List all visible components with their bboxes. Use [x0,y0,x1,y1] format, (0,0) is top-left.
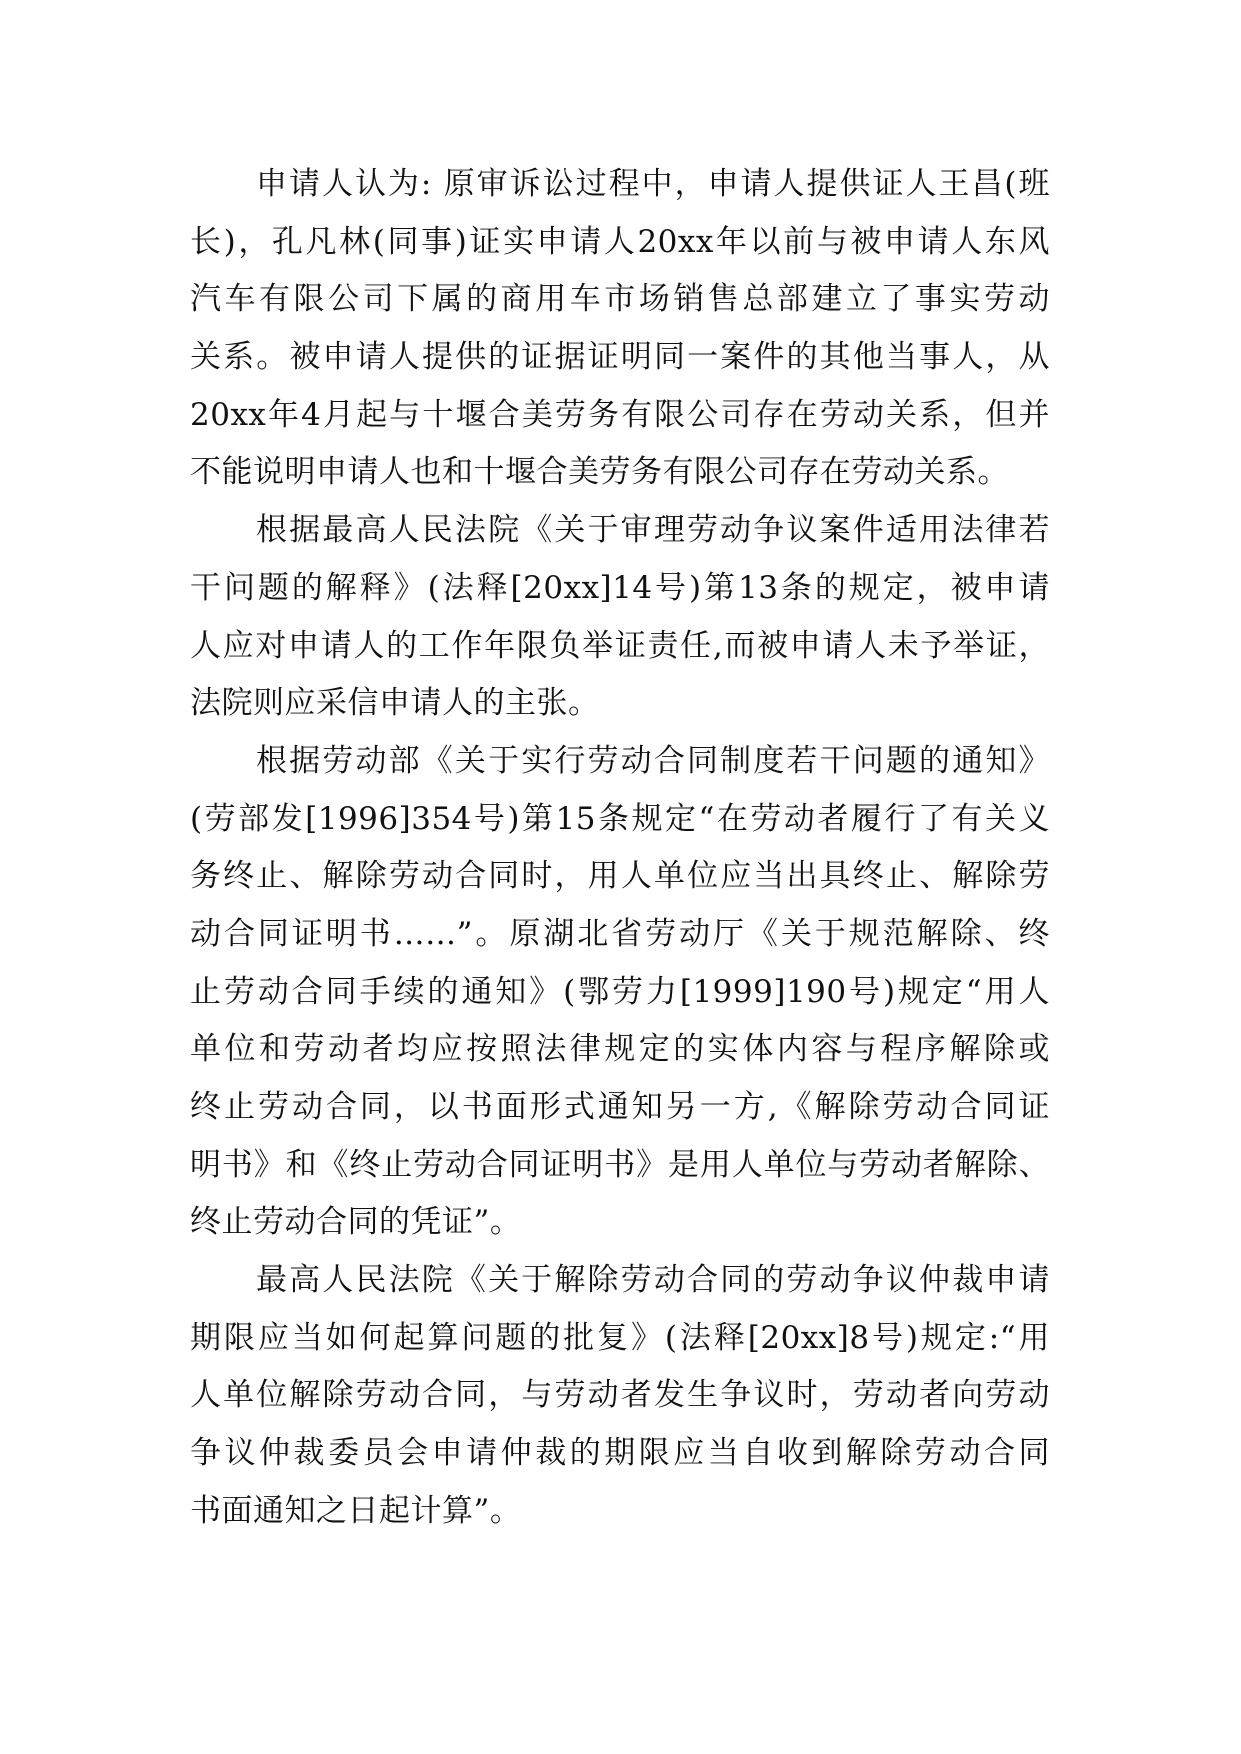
paragraph-line: 动合同证明书……”。原湖北省劳动厅《关于规范解除、终 [190,915,1050,952]
paragraph-arbitration-deadline [190,1252,1050,1540]
paragraph-line: 法院则应采信申请人的主张。 [190,685,600,722]
paragraph-line: 汽车有限公司下属的商用车市场销售总部建立了事实劳动 [190,281,1050,318]
paragraph-line: 人应对申请人的工作年限负举证责任,而被申请人未予举证， [190,627,1050,664]
paragraph-line: 根据最高人民法院《关于审理劳动争议案件适用法律若 [256,512,1050,549]
paragraph-line: 期限应当如何起算问题的批复》(法释[20xx]8号)规定:“用 [190,1319,1050,1356]
document-body [190,156,1050,1541]
paragraph-line: 申请人认为: 原审诉讼过程中，申请人提供证人王昌(班 [256,166,1050,202]
paragraph-line: 争议仲裁委员会申请仲裁的期限应当自收到解除劳动合同 [190,1435,1050,1472]
paragraph-line: 人单位解除劳动合同，与劳动者发生争议时，劳动者向劳动 [190,1377,1050,1414]
paragraph-line: 不能说明申请人也和十堰合美劳务有限公司存在劳动关系。 [190,454,1009,491]
paragraph-line: 终止劳动合同，以书面形式通知另一方,《解除劳动合同证 [190,1089,1050,1125]
paragraph-line: 书面通知之日起计算”。 [190,1492,522,1529]
paragraph-line: 务终止、解除劳动合同时，用人单位应当出具终止、解除劳 [190,858,1050,895]
paragraph-applicant-claim [190,156,1050,502]
paragraph-line: 长)，孔凡林(同事)证实申请人20xx年以前与被申请人东风 [190,223,1050,260]
paragraph-line: 最高人民法院《关于解除劳动合同的劳动争议仲裁申请 [256,1262,1050,1299]
paragraph-line: 根据劳动部《关于实行劳动合同制度若干问题的通知》 [256,742,1050,779]
paragraph-line: 20xx年4月起与十堰合美劳务有限公司存在劳动关系，但并 [190,396,1050,433]
paragraph-labor-contract-certificate [190,733,1050,1252]
paragraph-line: 单位和劳动者均应按照法律规定的实体内容与程序解除或 [190,1031,1050,1068]
paragraph-line: 止劳动合同手续的通知》(鄂劳力[1999]190号)规定“用人 [190,973,1050,1010]
paragraph-line: 关系。被申请人提供的证据证明同一案件的其他当事人，从 [190,339,1050,376]
paragraph-burden-of-proof [190,502,1050,733]
paragraph-line: (劳部发[1996]354号)第15条规定“在劳动者履行了有关义 [190,800,1050,837]
paragraph-line: 终止劳动合同的凭证”。 [190,1204,522,1241]
paragraph-line: 干问题的解释》(法释[20xx]14号)第13条的规定，被申请 [190,569,1050,606]
paragraph-line: 明书》和《终止劳动合同证明书》是用人单位与劳动者解除、 [190,1146,1050,1183]
